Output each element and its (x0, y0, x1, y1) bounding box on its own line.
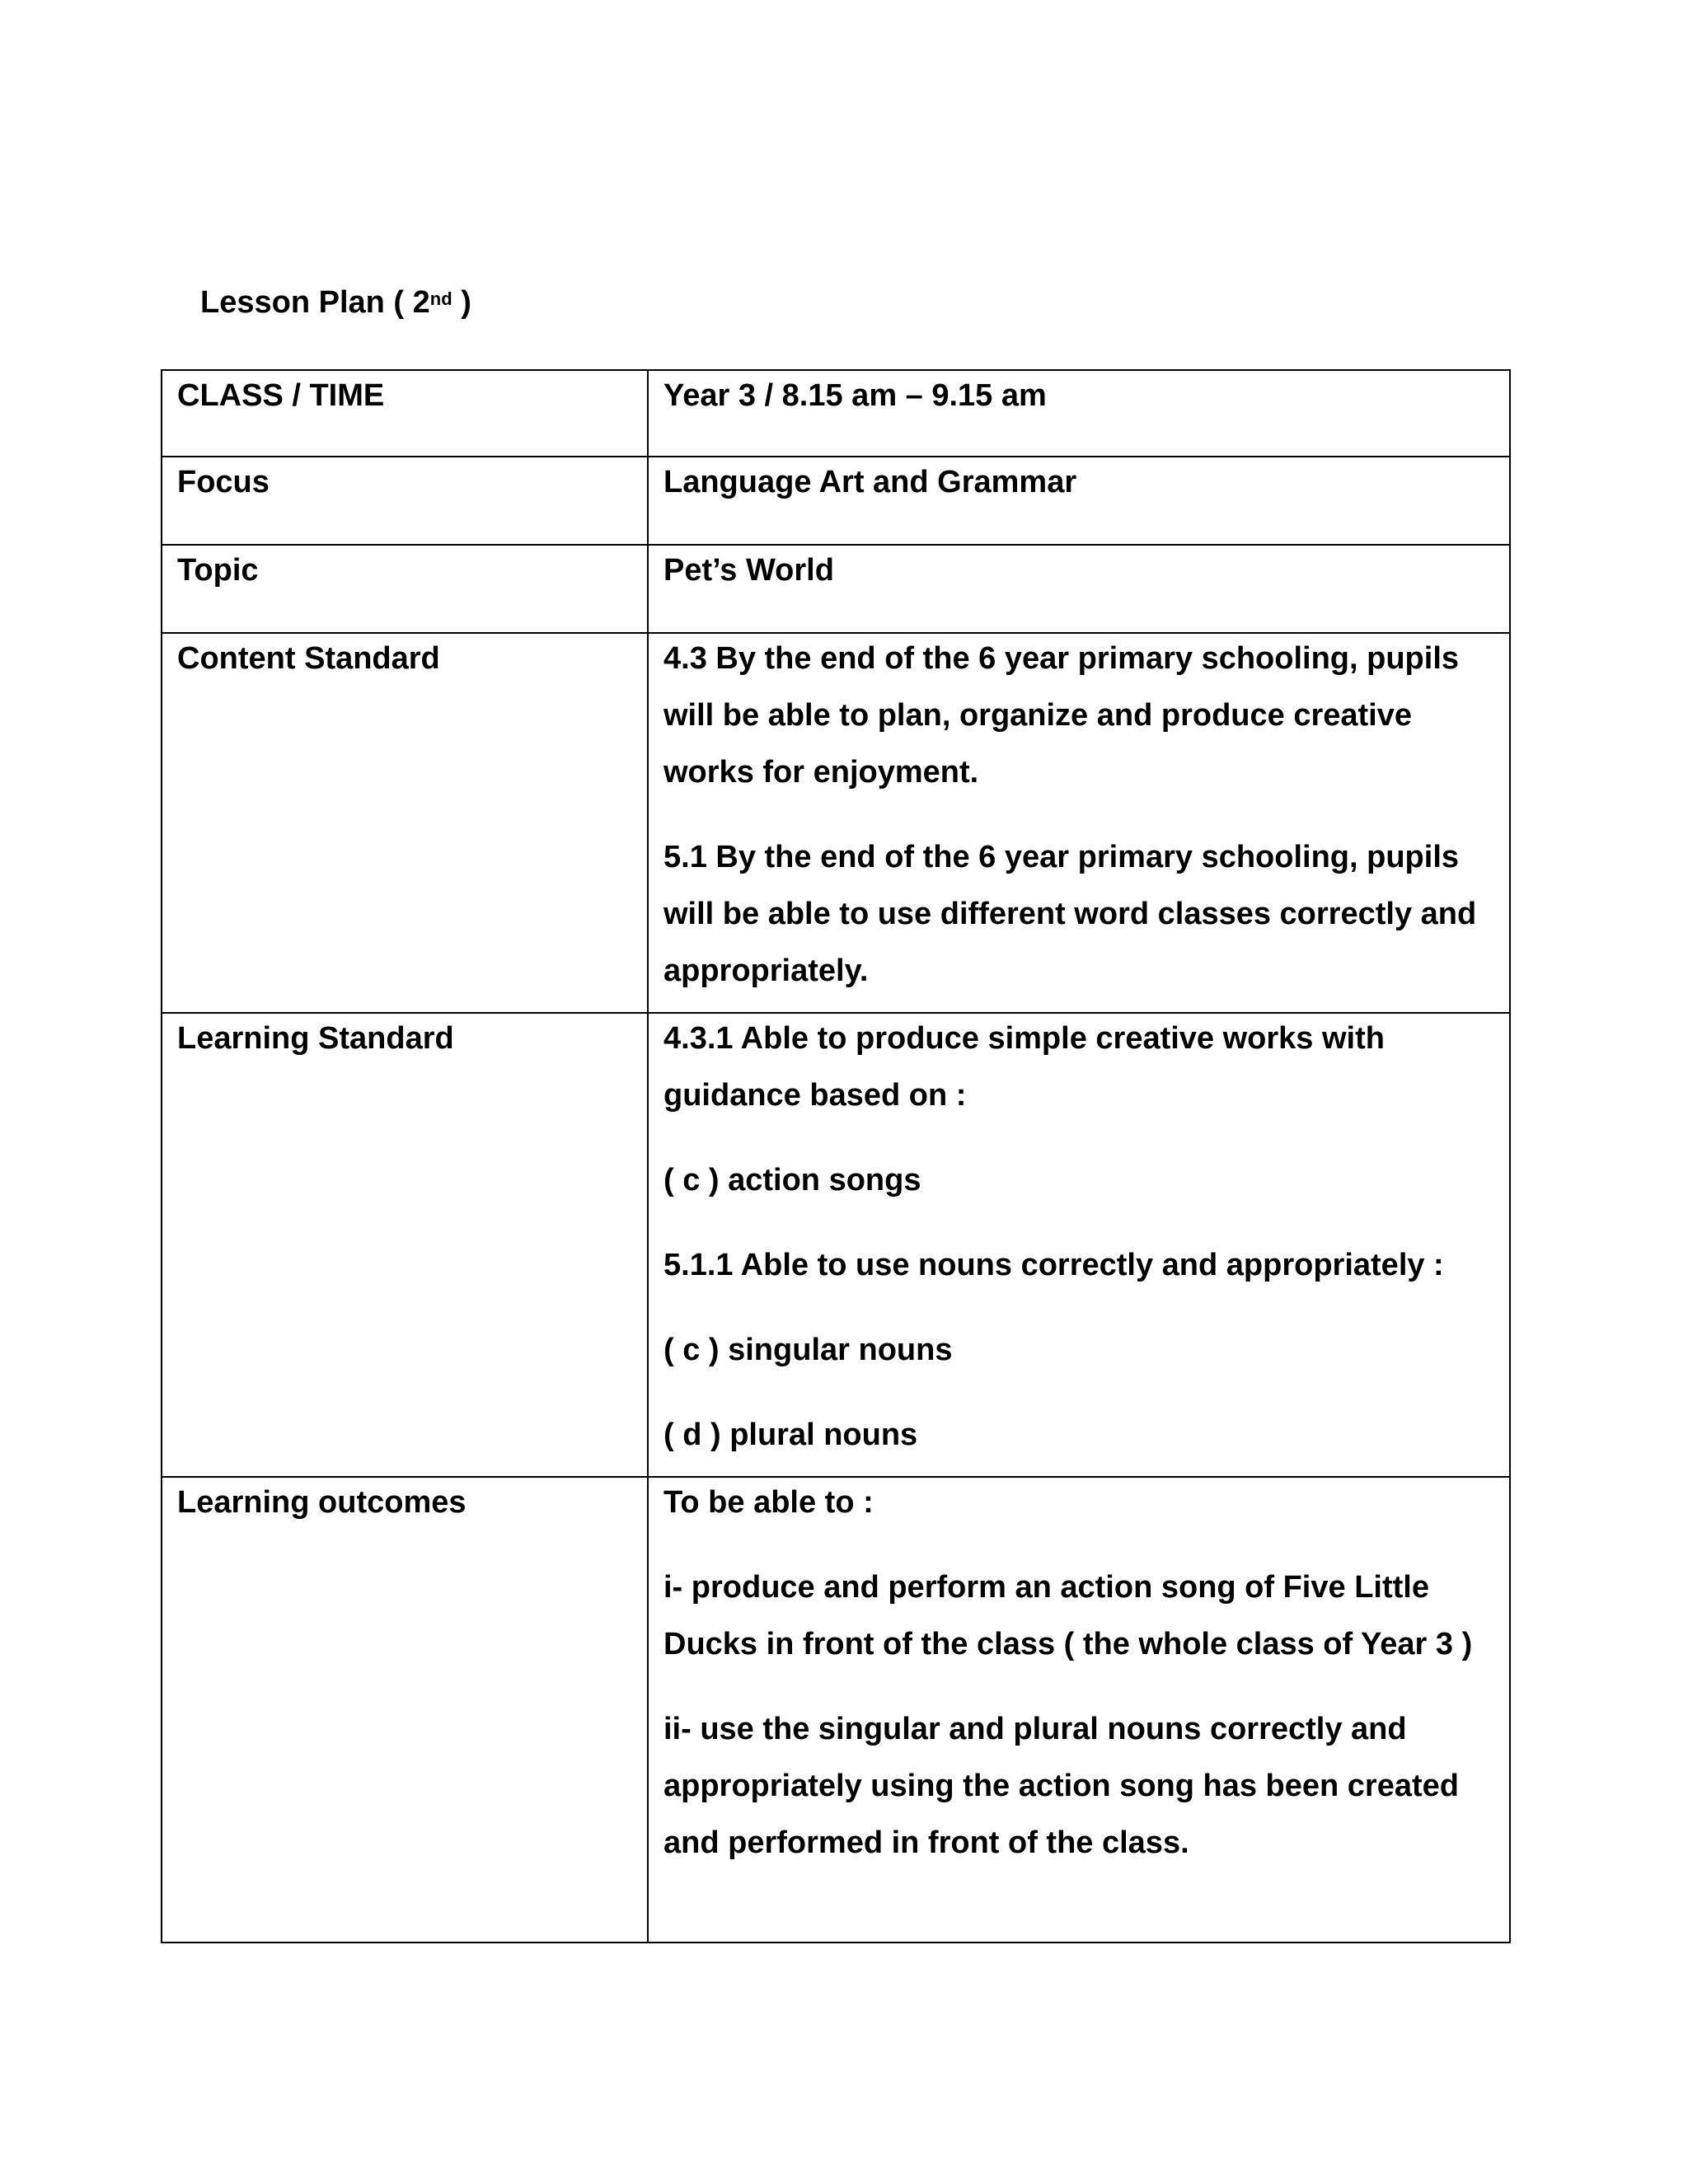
content-standard-paragraph: 4.3 By the end of the 6 year primary schooling, pupils will be able to plan, organize and produce creative works for enjoyment. (663, 641, 1460, 790)
table-row-topic (162, 545, 1510, 633)
learning-standard-paragraph: 4.3.1 Able to produce simple creative works with guidance based on : (663, 1021, 1385, 1113)
label-cell (162, 545, 648, 633)
label-cell (162, 1013, 648, 1477)
focus-label: Focus (177, 465, 270, 499)
table-row-class-time (162, 370, 1510, 457)
label-cell (162, 457, 648, 545)
class-time-value: Year 3 / 8.15 am – 9.15 am (663, 378, 1047, 413)
learning-outcomes-label: Learning outcomes (177, 1485, 467, 1520)
learning-standard-paragraph: ( c ) singular nouns (663, 1333, 953, 1367)
class-time-label: CLASS / TIME (177, 378, 385, 413)
content-standard-paragraph: 5.1 By the end of the 6 year primary schooling, pupils will be able to use different word classes correctly and appropriately. (663, 840, 1477, 988)
label-cell (162, 633, 648, 1013)
table-row-learning-outcomes (162, 1477, 1510, 1943)
value-cell (648, 457, 1510, 545)
learning-standard-paragraph: 5.1.1 Able to use nouns correctly and appropriately : (663, 1248, 1444, 1282)
value-cell (648, 1477, 1510, 1943)
document-title (200, 280, 471, 325)
learning-standard-paragraph: ( d ) plural nouns (663, 1418, 918, 1452)
title-ordinal-suffix: nd (429, 288, 452, 309)
label-cell (162, 1477, 648, 1943)
learning-outcomes-paragraph: To be able to : (663, 1485, 874, 1520)
title-prefix: Lesson Plan ( 2 (200, 285, 430, 320)
topic-value: Pet’s World (663, 553, 834, 588)
focus-value: Language Art and Grammar (663, 465, 1077, 499)
label-cell (162, 370, 648, 457)
value-cell (648, 1013, 1510, 1477)
table-row-learning-standard (162, 1013, 1510, 1477)
lesson-plan-table (161, 369, 1511, 1943)
table-row-focus (162, 457, 1510, 545)
value-cell (648, 633, 1510, 1013)
learning-standard-paragraph: ( c ) action songs (663, 1163, 921, 1197)
value-cell (648, 545, 1510, 633)
table-row-content-standard (162, 633, 1510, 1013)
content-standard-label: Content Standard (177, 641, 440, 676)
topic-label: Topic (177, 553, 259, 588)
learning-standard-label: Learning Standard (177, 1021, 454, 1056)
learning-outcomes-paragraph: ii- use the singular and plural nouns correctly and appropriately using the action song has been created and performed in front of the class. (663, 1712, 1459, 1860)
value-cell (648, 370, 1510, 457)
learning-outcomes-paragraph: i- produce and perform an action song of Five Little Ducks in front of the class ( the whole class of Year 3 ) (663, 1570, 1473, 1661)
title-suffix: ) (452, 285, 471, 320)
